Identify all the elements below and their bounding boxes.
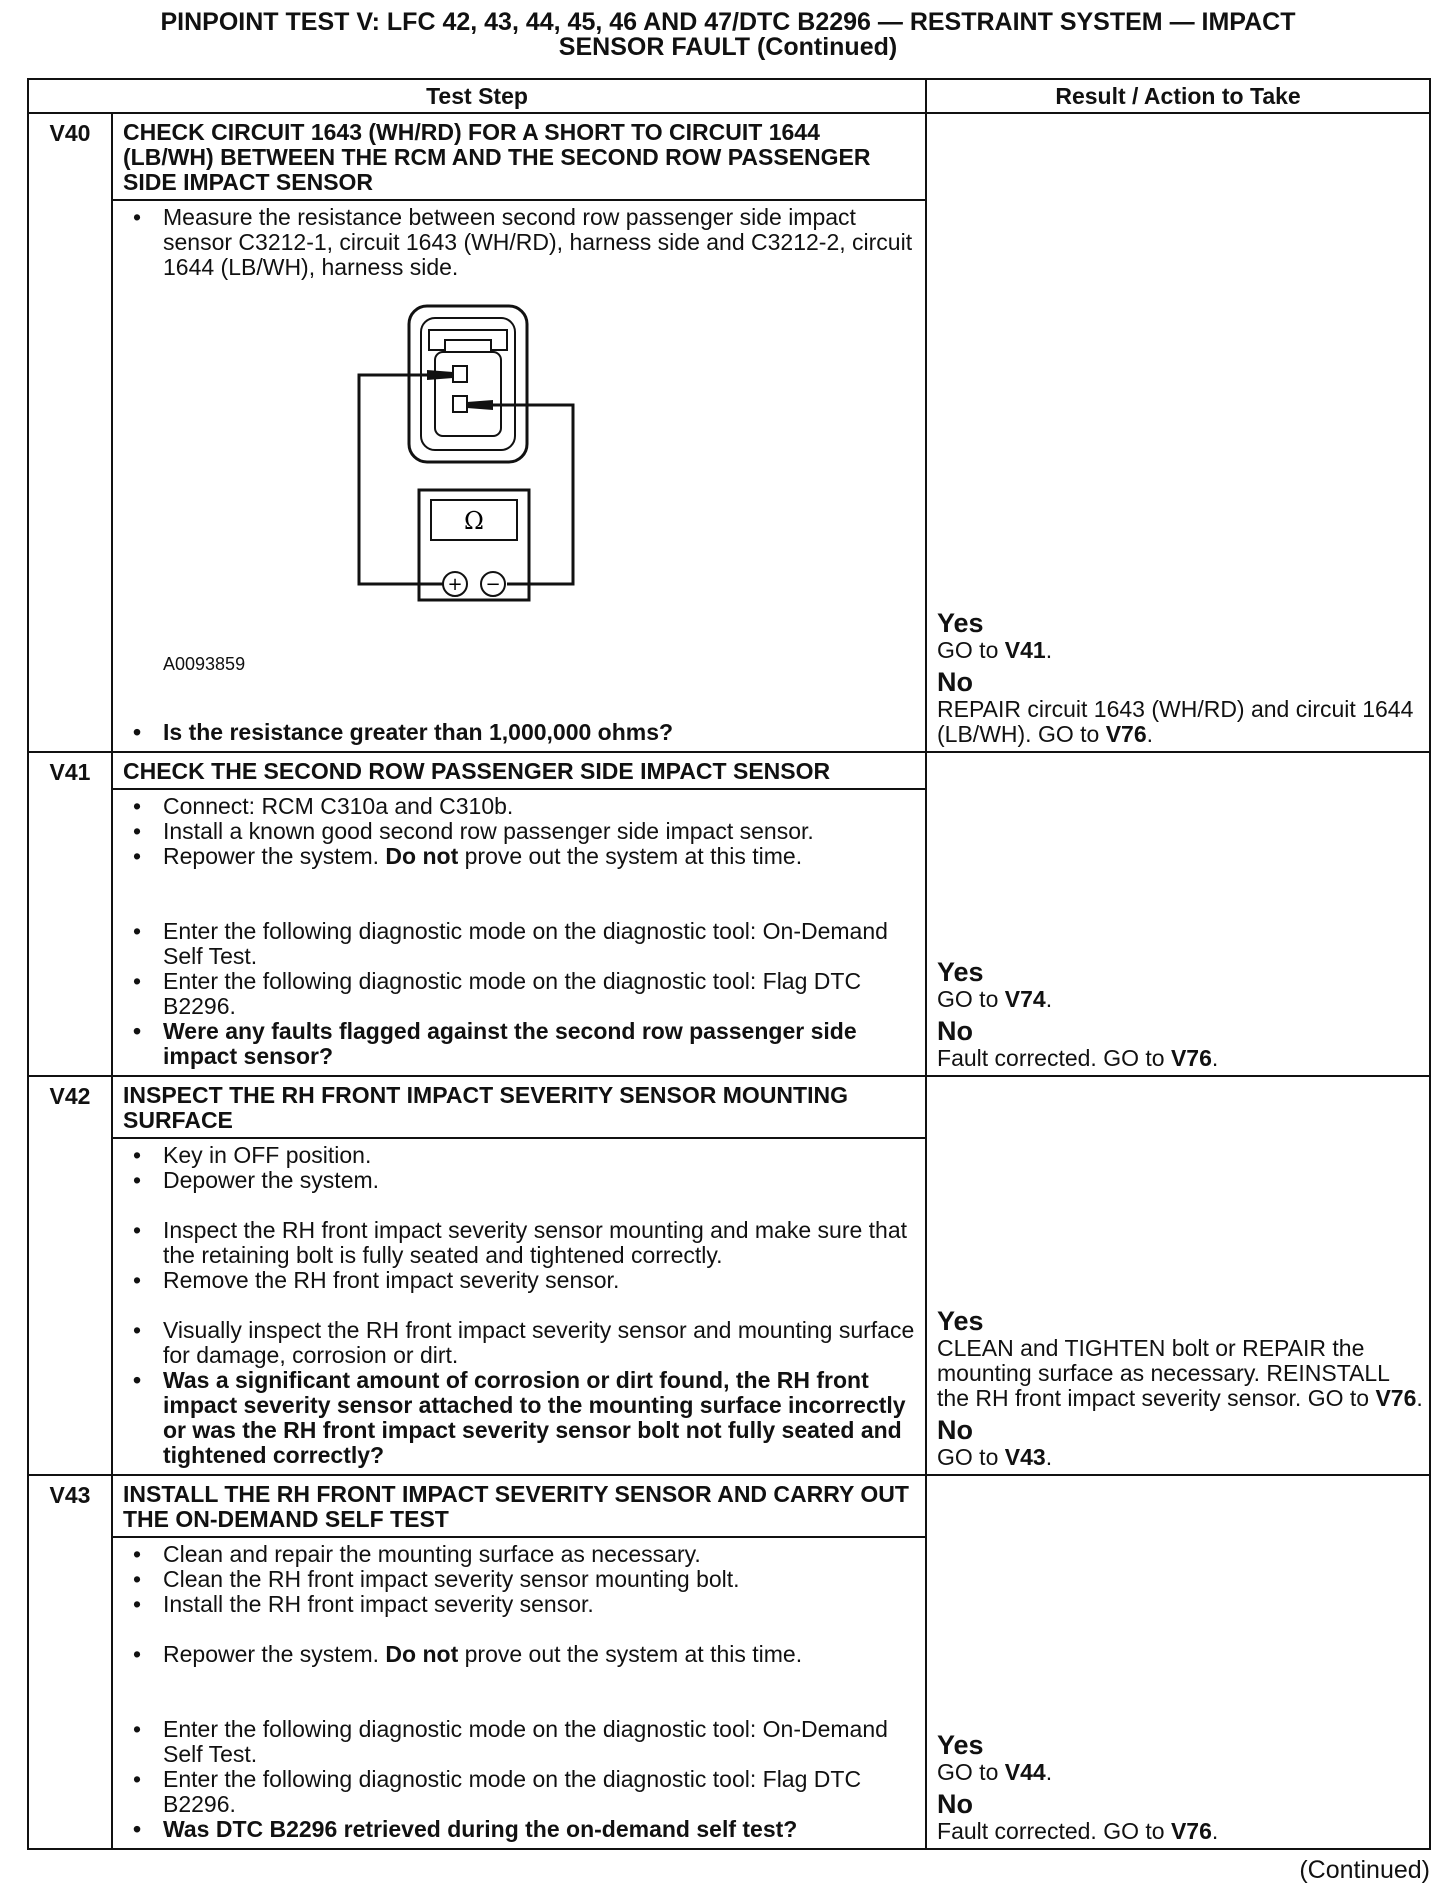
no-step-ref[interactable]: V76 xyxy=(1105,721,1147,747)
connector-ohmmeter-diagram xyxy=(343,300,583,630)
yes-step-ref[interactable]: V41 xyxy=(1004,637,1046,663)
step-instructions xyxy=(112,789,926,1076)
table-header-row xyxy=(28,79,1430,113)
instruction-item: • Enter the following diagnostic mode on the diagnostic tool: Flag DTC B2296. xyxy=(123,969,915,1019)
yes-step-ref[interactable]: V44 xyxy=(1004,1759,1046,1785)
result-cell: Yes GO to V74. No Fault corrected. GO to V76. xyxy=(926,752,1430,1076)
yes-step-ref[interactable]: V74 xyxy=(1004,986,1046,1012)
yes-label: Yes xyxy=(937,608,984,638)
instruction-item: • Inspect the RH front impact severity sensor mounting and make sure that the retaining bolt is fully seated and tightened correctly. xyxy=(123,1218,915,1268)
no-label: No xyxy=(937,667,974,697)
step-instructions xyxy=(112,1537,926,1849)
instruction-item: • Enter the following diagnostic mode on the diagnostic tool: On-Demand Self Test. xyxy=(123,1717,915,1767)
question-item: • Was a significant amount of corrosion or dirt found, the RH front impact severity sensor attached to the mounting surface incorrectly or was the RH front impact severity sensor bolt not fully seated and tightened correctly? xyxy=(123,1368,915,1468)
step-row-v41 xyxy=(28,752,1430,789)
instruction-item: • Key in OFF position. xyxy=(123,1143,915,1168)
no-step-ref[interactable]: V76 xyxy=(1170,1818,1212,1844)
title-line-2: SENSOR FAULT (Continued) xyxy=(558,33,898,61)
step-number: V40 xyxy=(28,113,112,752)
column-header-result: Result / Action to Take xyxy=(926,79,1430,113)
step-heading: INSTALL THE RH FRONT IMPACT SEVERITY SENSOR AND CARRY OUT THE ON-DEMAND SELF TEST xyxy=(112,1475,926,1537)
instruction-item: • Install a known good second row passenger side impact sensor. xyxy=(123,819,915,844)
no-step-ref[interactable]: V76 xyxy=(1170,1045,1212,1071)
instruction-item: • Repower the system. Do not prove out the system at this time. xyxy=(123,1642,915,1667)
result-cell: Yes GO to V41. No REPAIR circuit 1643 (WH/RD) and circuit 1644 (LB/WH). GO to V76. xyxy=(926,113,1430,752)
step-number: V41 xyxy=(28,752,112,1076)
step-number: V42 xyxy=(28,1076,112,1475)
no-step-ref[interactable]: V43 xyxy=(1004,1444,1046,1470)
no-label: No xyxy=(937,1415,974,1445)
pinpoint-test-table xyxy=(27,78,1431,1850)
instruction-item: • Install the RH front impact severity sensor. xyxy=(123,1592,915,1617)
instruction-item: • Enter the following diagnostic mode on the diagnostic tool: On-Demand Self Test. xyxy=(123,919,915,969)
no-label: No xyxy=(937,1789,974,1819)
yes-label: Yes xyxy=(937,1306,984,1336)
instruction-item: • Connect: RCM C310a and C310b. xyxy=(123,794,915,819)
instruction-item: • Measure the resistance between second row passenger side impact sensor C3212-1, circuit 1643 (WH/RD), harness side and C3212-2, circuit 1644 (LB/WH), harness side. xyxy=(123,205,915,280)
minus-terminal: − xyxy=(485,574,501,595)
result-cell: Yes GO to V44. No Fault corrected. GO to V76. xyxy=(926,1475,1430,1849)
instruction-item: • Depower the system. xyxy=(123,1168,915,1193)
yes-label: Yes xyxy=(937,957,984,987)
step-heading: INSPECT THE RH FRONT IMPACT SEVERITY SENSOR MOUNTING SURFACE xyxy=(112,1076,926,1138)
instruction-item: • Repower the system. Do not prove out the system at this time. xyxy=(123,844,915,869)
step-instructions xyxy=(112,1138,926,1475)
step-instructions xyxy=(112,200,926,752)
step-row-v42 xyxy=(28,1076,1430,1138)
instruction-item: • Visually inspect the RH front impact severity sensor and mounting surface for damage, corrosion or dirt. xyxy=(123,1318,915,1368)
question-item: • Were any faults flagged against the second row passenger side impact sensor? xyxy=(123,1019,915,1069)
yes-label: Yes xyxy=(937,1730,984,1760)
figure-id: A0093859 xyxy=(163,654,246,674)
plus-terminal: + xyxy=(447,574,463,595)
page-title xyxy=(0,10,1456,60)
instruction-item: • Clean and repair the mounting surface as necessary. xyxy=(123,1542,915,1567)
yes-step-ref[interactable]: V76 xyxy=(1375,1385,1417,1411)
step-heading: CHECK THE SECOND ROW PASSENGER SIDE IMPACT SENSOR xyxy=(112,752,926,789)
step-number: V43 xyxy=(28,1475,112,1849)
step-row-v43 xyxy=(28,1475,1430,1537)
title-line-1: PINPOINT TEST V: LFC 42, 43, 44, 45, 46 AND 47/DTC B2296 — RESTRAINT SYSTEM — IMPACT xyxy=(160,8,1296,36)
question-item: • Was DTC B2296 retrieved during the on-demand self test? xyxy=(123,1817,915,1842)
continued-note: (Continued) xyxy=(1299,1856,1430,1884)
no-label: No xyxy=(937,1016,974,1046)
instruction-item: • Clean the RH front impact severity sensor mounting bolt. xyxy=(123,1567,915,1592)
ohm-symbol: Ω xyxy=(464,507,484,535)
result-cell: Yes CLEAN and TIGHTEN bolt or REPAIR the mounting surface as necessary. REINSTALL the RH front impact severity sensor. GO to V76. No GO to V43. xyxy=(926,1076,1430,1475)
step-row-v40 xyxy=(28,113,1430,200)
connector-figure xyxy=(123,280,915,720)
step-heading: CHECK CIRCUIT 1643 (WH/RD) FOR A SHORT TO CIRCUIT 1644 (LB/WH) BETWEEN THE RCM AND THE SECOND ROW PASSENGER SIDE IMPACT SENSOR xyxy=(112,113,926,200)
column-header-test-step: Test Step xyxy=(28,79,926,113)
question-item: • Is the resistance greater than 1,000,000 ohms? xyxy=(123,720,915,745)
instruction-item: • Remove the RH front impact severity sensor. xyxy=(123,1268,915,1293)
instruction-item: • Enter the following diagnostic mode on the diagnostic tool: Flag DTC B2296. xyxy=(123,1767,915,1817)
